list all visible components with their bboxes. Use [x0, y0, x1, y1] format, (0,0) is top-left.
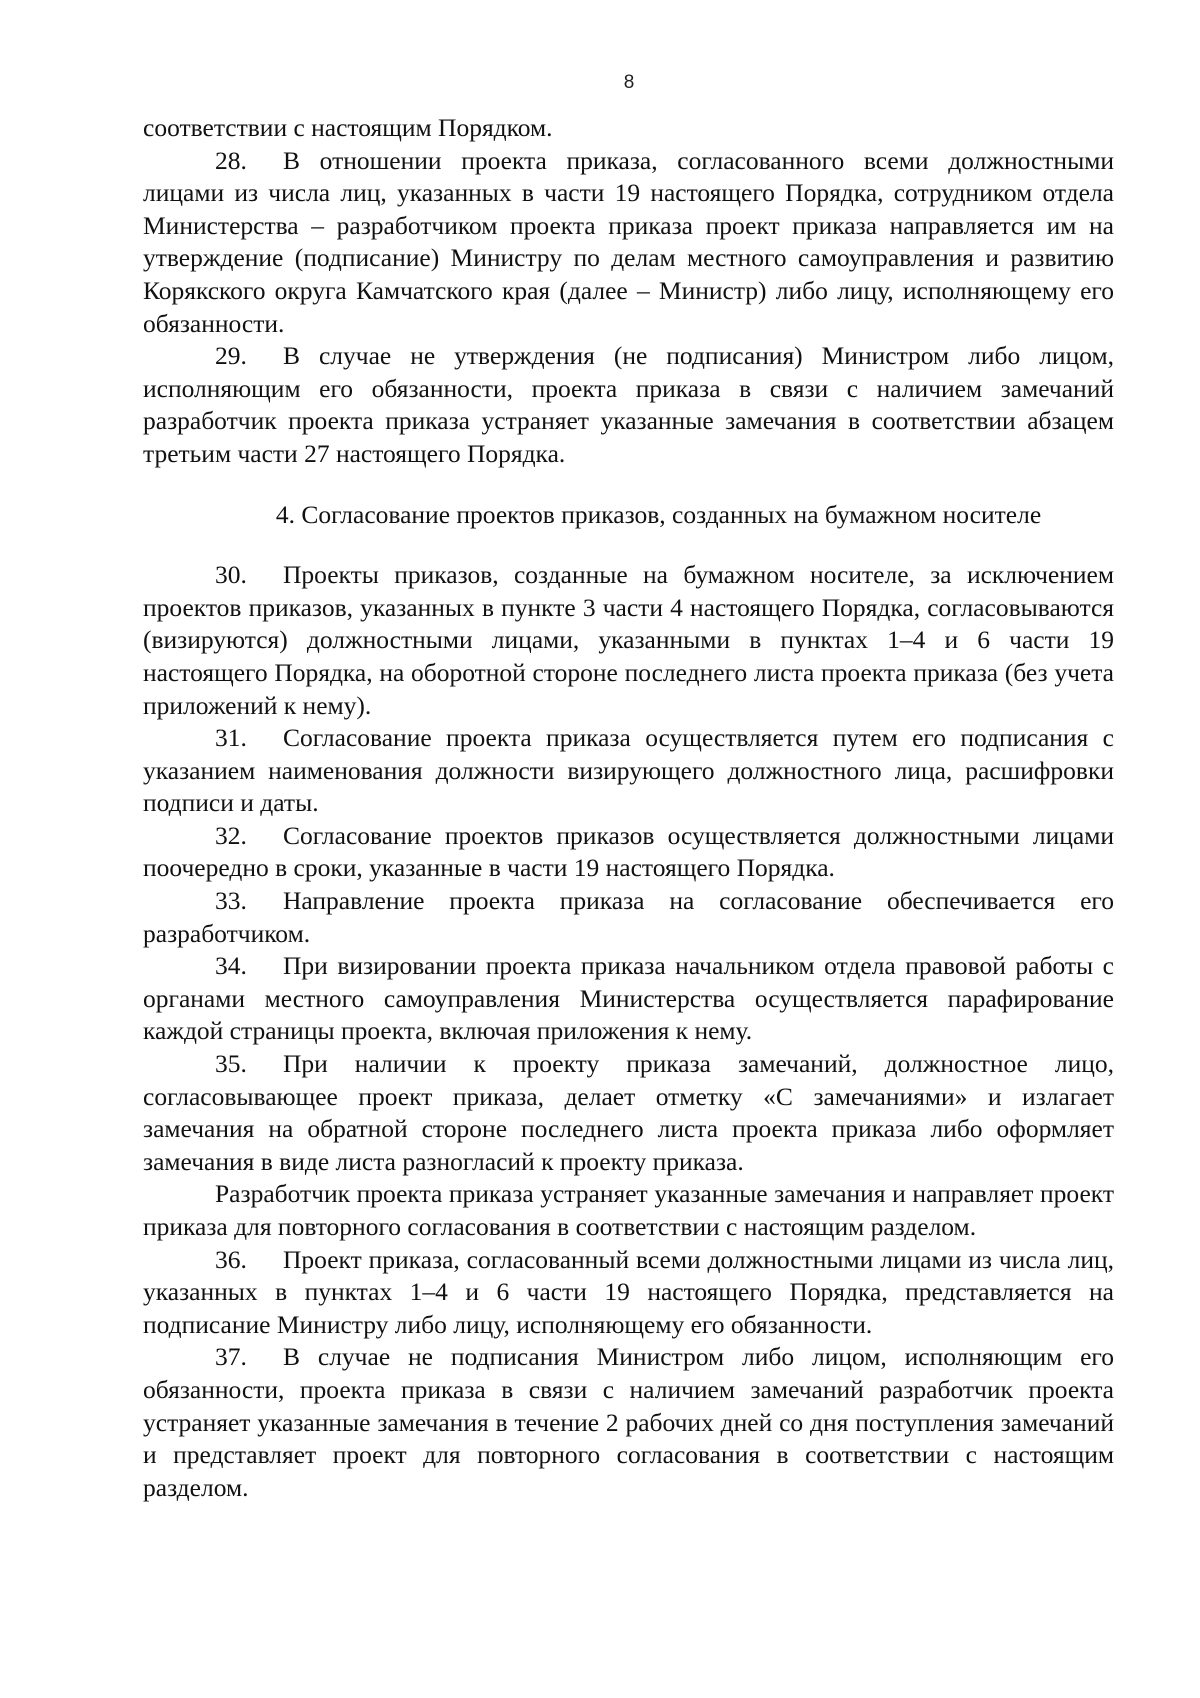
paragraph-number: 36.	[215, 1244, 247, 1274]
paragraph-number: 32.	[215, 820, 247, 850]
paragraph-33	[143, 885, 1114, 950]
paragraph-31	[143, 722, 1114, 820]
paragraph-number: 30.	[215, 560, 247, 590]
paragraph-text: В случае не подписания Министром либо лицом, исполняющим его обязанности, проекта приказа в связи с наличием замечаний разработчик проекта устраняет указанные замечания в течение 2 рабочих дней со дня поступления замечаний и представляет проект для повторного согласования в соответствии с настоящим разделом.	[143, 1342, 1114, 1502]
paragraph-37	[143, 1341, 1114, 1504]
paragraph-number: 34.	[215, 951, 247, 981]
paragraph-text: В случае не утверждения (не подписания) Министром либо лицом, исполняющим его обязанности, проекта приказа в связи с наличием замечаний разработчик проекта приказа устраняет указанные замечания в соответствии абзацем третьим части 27 настоящего Порядка.	[143, 341, 1114, 468]
paragraph-34	[143, 950, 1114, 1048]
paragraph-28	[143, 145, 1114, 341]
paragraph-number: 28.	[215, 145, 247, 175]
paragraph-number: 29.	[215, 341, 247, 371]
paragraph-29	[143, 340, 1114, 470]
paragraph-text: Проекты приказов, созданные на бумажном носителе, за исключением проектов приказов, указанных в пункте 3 части 4 настоящего Порядка, согласовываются (визируются) должностными лицами, указанными в пунктах 1–4 и 6 части 19 настоящего Порядка, на оборотной стороне последнего листа проекта приказа (без учета приложений к нему).	[143, 560, 1114, 720]
paragraph-number: 37.	[215, 1342, 247, 1372]
paragraph-text: В отношении проекта приказа, согласованного всеми должностными лицами из числа лиц, указанных в части 19 настоящего Порядка, сотрудником отдела Министерства – разработчиком проекта приказа проект приказа направляется им на утверждение (подписание) Министру по делам местного самоуправления и развитию Корякского округа Камчатского края (далее – Министр) либо лицу, исполняющему его обязанности.	[143, 145, 1114, 338]
paragraph-text: Направление проекта приказа на согласование обеспечивается его разработчиком.	[143, 886, 1114, 948]
paragraph-number: 35.	[215, 1049, 247, 1079]
paragraph-text: При наличии к проекту приказа замечаний, должностное лицо, согласовывающее проект приказа, делает отметку «С замечаниями» и излагает замечания на обратной стороне последнего листа проекта приказа либо оформляет замечания в виде листа разногласий к проекту приказа.	[143, 1049, 1114, 1176]
paragraph-35	[143, 1048, 1114, 1178]
paragraph-number: 31.	[215, 723, 247, 753]
page-number: 8	[623, 72, 635, 93]
paragraph-30	[143, 559, 1114, 722]
paragraph-32	[143, 820, 1114, 885]
section-heading: 4. Согласование проектов приказов, созданных на бумажном носителе	[275, 499, 1042, 529]
paragraph-text: При визировании проекта приказа начальником отдела правовой работы с органами местного самоуправления Министерства осуществляется парафирование каждой страницы проекта, включая приложения к нему.	[143, 951, 1114, 1046]
paragraph-number: 33.	[215, 886, 247, 916]
paragraph-36	[143, 1244, 1114, 1342]
paragraph-35-continuation: Разработчик проекта приказа устраняет указанные замечания и направляет проект приказа для повторного согласования в соответствии с настоящим разделом.	[143, 1179, 1114, 1241]
paragraph-text: Согласование проекта приказа осуществляется путем его подписания с указанием наименования должности визирующего должностного лица, расшифровки подписи и даты.	[143, 723, 1114, 818]
lead-line: соответствии с настоящим Порядком.	[143, 113, 553, 142]
paragraph-text: Согласование проектов приказов осуществляется должностными лицами поочередно в сроки, указанные в части 19 настоящего Порядка.	[143, 820, 1114, 883]
paragraph-text: Проект приказа, согласованный всеми должностными лицами из числа лиц, указанных в пунктах 1–4 и 6 части 19 настоящего Порядка, представляется на подписание Министру либо лицу, исполняющему его обязанности.	[143, 1244, 1114, 1339]
document-body	[143, 112, 1114, 1504]
